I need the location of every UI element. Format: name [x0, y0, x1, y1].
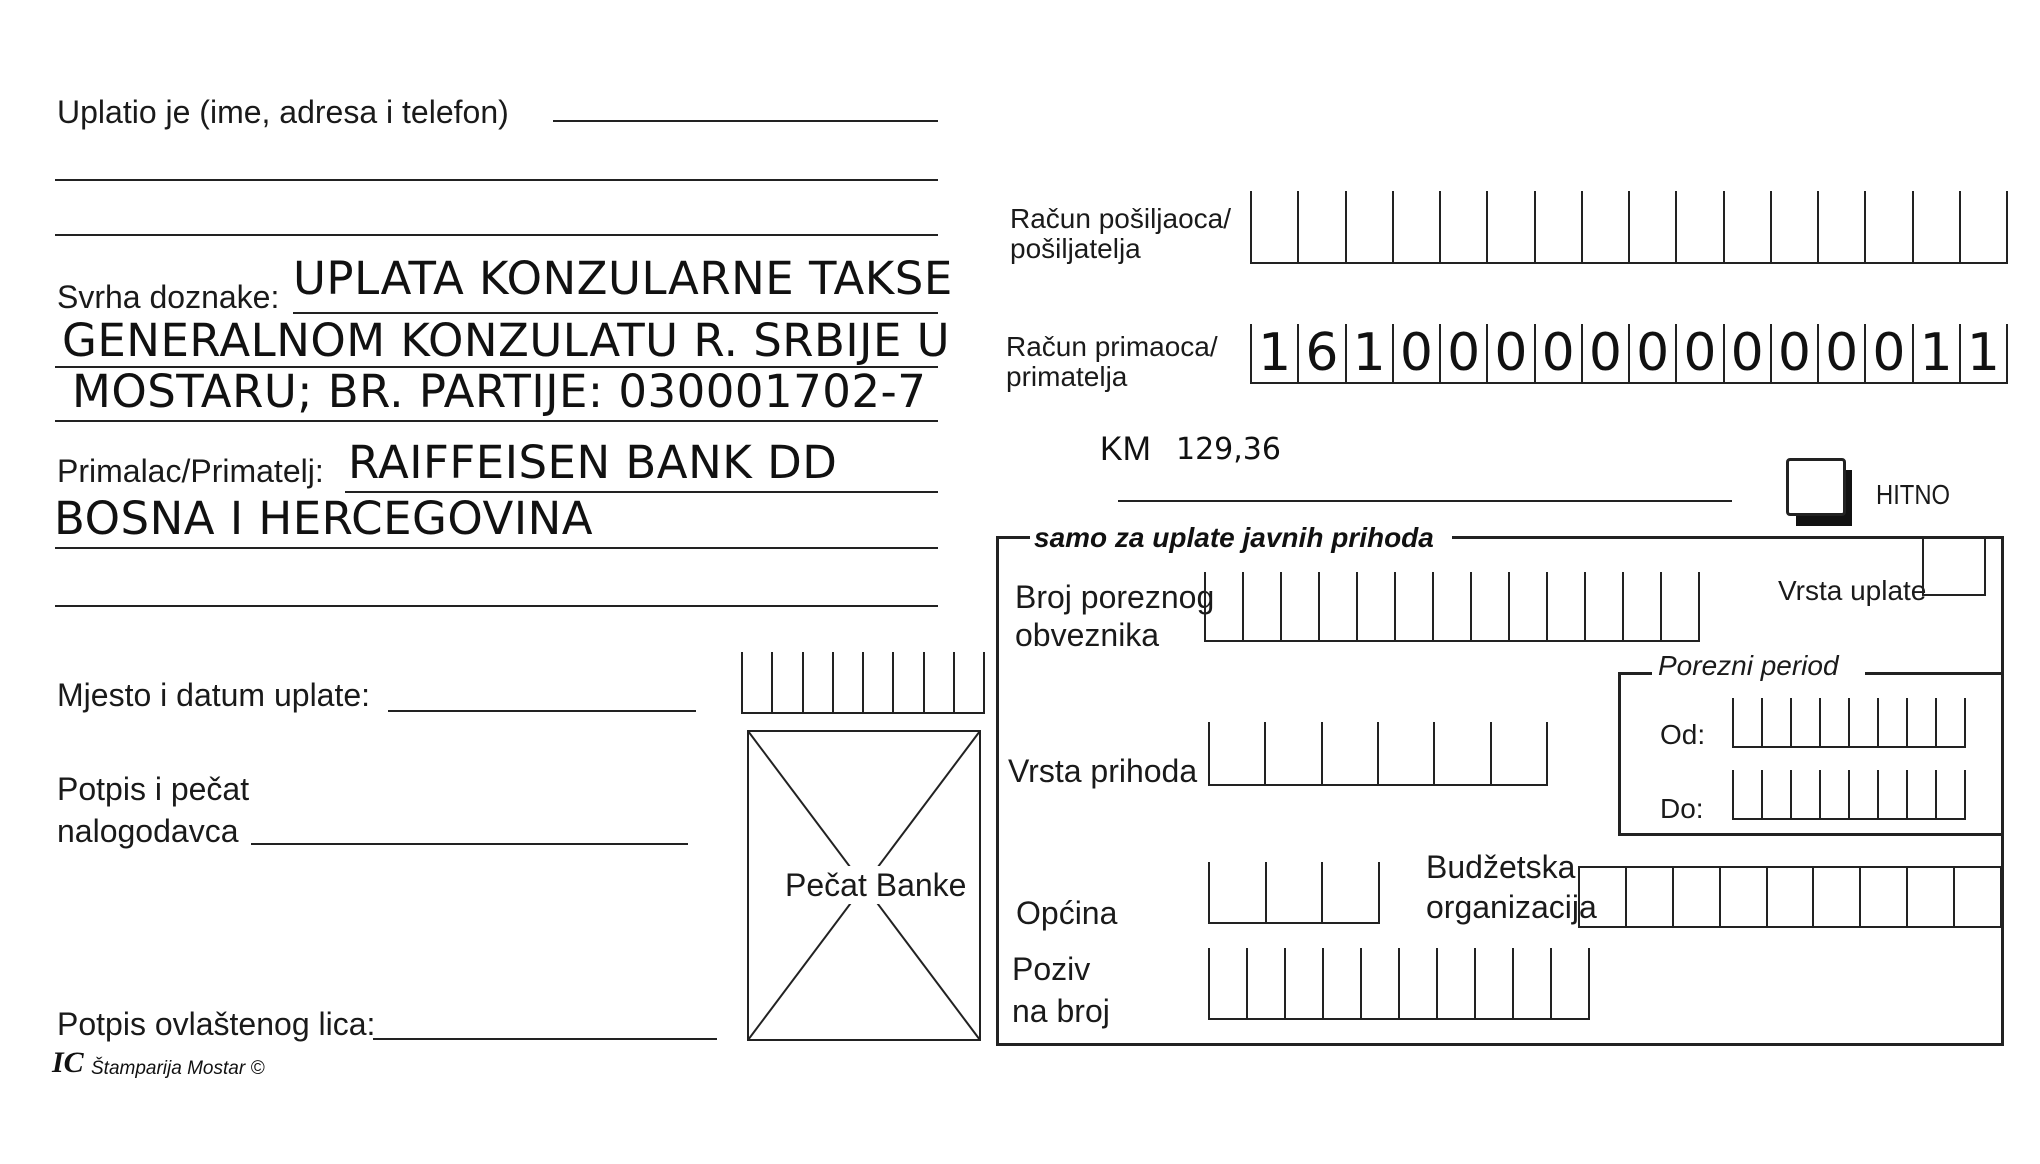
primalac-line-3[interactable] — [55, 605, 938, 607]
racun-primaoca-label-1: Račun primaoca/ — [1006, 331, 1218, 362]
uplatio-line-1[interactable] — [553, 120, 938, 122]
printer-logo: IC — [52, 1046, 84, 1079]
racun-primaoca-digit: 0 — [1392, 324, 1439, 382]
km-label: KM — [1100, 430, 1151, 468]
ovlastenog-label: Potpis ovlaštenog lica: — [57, 1006, 376, 1042]
racun-primaoca-digit: 1 — [1912, 324, 1959, 382]
svrha-value-line2: GENERALNOM KONZULATU R. SRBIJE U — [62, 314, 951, 367]
stamp-label: Pečat Banke — [785, 867, 967, 903]
hitno-checkbox[interactable] — [1786, 458, 1846, 516]
racun-primaoca-digit: 6 — [1297, 324, 1344, 382]
racun-primaoca-label-2: primatelja — [1006, 361, 1128, 392]
racun-posiljaoca-box[interactable] — [1250, 191, 2008, 264]
bank-stamp-box — [747, 730, 981, 1041]
racun-primaoca-digit: 0 — [1864, 324, 1911, 382]
racun-posiljaoca-label-2: pošiljatelja — [1010, 233, 1141, 264]
svrha-line-3[interactable] — [55, 420, 938, 422]
uplatio-line-3[interactable] — [55, 234, 938, 236]
porezni-broj-box[interactable] — [1204, 572, 1700, 642]
potpis-line[interactable] — [251, 843, 688, 845]
svrha-value-line1: UPLATA KONZULARNE TAKSE — [293, 252, 953, 305]
racun-primaoca-digit: 0 — [1581, 324, 1628, 382]
hitno-label: HITNO — [1876, 479, 1951, 510]
od-box[interactable] — [1732, 698, 1966, 748]
potpis-label-1: Potpis i pečat — [57, 771, 250, 807]
uplatio-label: Uplatio je (ime, adresa i telefon) — [57, 94, 509, 130]
broj-poreznog-label-2: obveznika — [1015, 617, 1160, 653]
poziv-na-broj-box[interactable] — [1208, 948, 1590, 1020]
javni-prihodi-title: samo za uplate javnih prihoda — [1030, 522, 1452, 554]
datum-box[interactable] — [741, 652, 985, 714]
vrsta-prihoda-label: Vrsta prihoda — [1008, 753, 1198, 789]
do-label: Do: — [1660, 793, 1704, 824]
poziv-label-1: Poziv — [1012, 951, 1091, 987]
vrsta-prihoda-box[interactable] — [1208, 722, 1548, 786]
opcina-box[interactable] — [1208, 862, 1380, 924]
racun-primaoca-digit: 0 — [1439, 324, 1486, 382]
racun-primaoca-digit: 1 — [1345, 324, 1392, 382]
racun-primaoca-digit: 0 — [1770, 324, 1817, 382]
opcina-label: Općina — [1016, 895, 1118, 931]
km-amount: 129,36 — [1176, 432, 1281, 467]
vrsta-uplate-label: Vrsta uplate — [1778, 575, 1927, 606]
mjesto-label: Mjesto i datum uplate: — [57, 677, 371, 713]
racun-primaoca-digit: 0 — [1675, 324, 1722, 382]
budzetska-label-2: organizacija — [1426, 889, 1597, 925]
primalac-value-line1: RAIFFEISEN BANK DD — [348, 436, 838, 489]
vrsta-uplate-box[interactable] — [1922, 538, 1986, 596]
budzetska-box[interactable] — [1578, 866, 2002, 928]
km-line[interactable] — [1118, 500, 1732, 502]
do-box[interactable] — [1732, 770, 1966, 820]
primalac-line-2[interactable] — [55, 547, 938, 549]
printer-name: Štamparija Mostar © — [91, 1058, 265, 1079]
ovlastenog-line[interactable] — [373, 1038, 717, 1040]
budzetska-label-1: Budžetska — [1426, 849, 1576, 885]
racun-primaoca-digit: 0 — [1817, 324, 1864, 382]
racun-posiljaoca-label-1: Račun pošiljaoca/ — [1010, 203, 1232, 234]
uplatio-line-2[interactable] — [55, 179, 938, 181]
racun-primaoca-digit: 0 — [1723, 324, 1770, 382]
potpis-label-2: nalogodavca — [57, 813, 239, 849]
racun-primaoca-digit: 0 — [1534, 324, 1581, 382]
poziv-label-2: na broj — [1012, 993, 1110, 1029]
racun-primaoca-box[interactable] — [1250, 324, 2008, 384]
primalac-label: Primalac/Primatelj: — [57, 453, 324, 489]
primalac-value-line2: BOSNA I HERCEGOVINA — [54, 492, 594, 545]
broj-poreznog-label-1: Broj poreznog — [1015, 579, 1215, 615]
mjesto-line[interactable] — [388, 710, 696, 712]
svrha-label: Svrha doznake: — [57, 279, 280, 315]
racun-primaoca-digit: 0 — [1486, 324, 1533, 382]
od-label: Od: — [1660, 719, 1706, 750]
racun-primaoca-digit: 1 — [1959, 324, 2006, 382]
svrha-value-line3: MOSTARU; BR. PARTIJE: 030001702-7 — [72, 365, 927, 418]
racun-primaoca-digit: 1 — [1258, 323, 1292, 383]
porezni-period-label: Porezni period — [1652, 650, 1865, 682]
racun-primaoca-digit: 0 — [1628, 324, 1675, 382]
